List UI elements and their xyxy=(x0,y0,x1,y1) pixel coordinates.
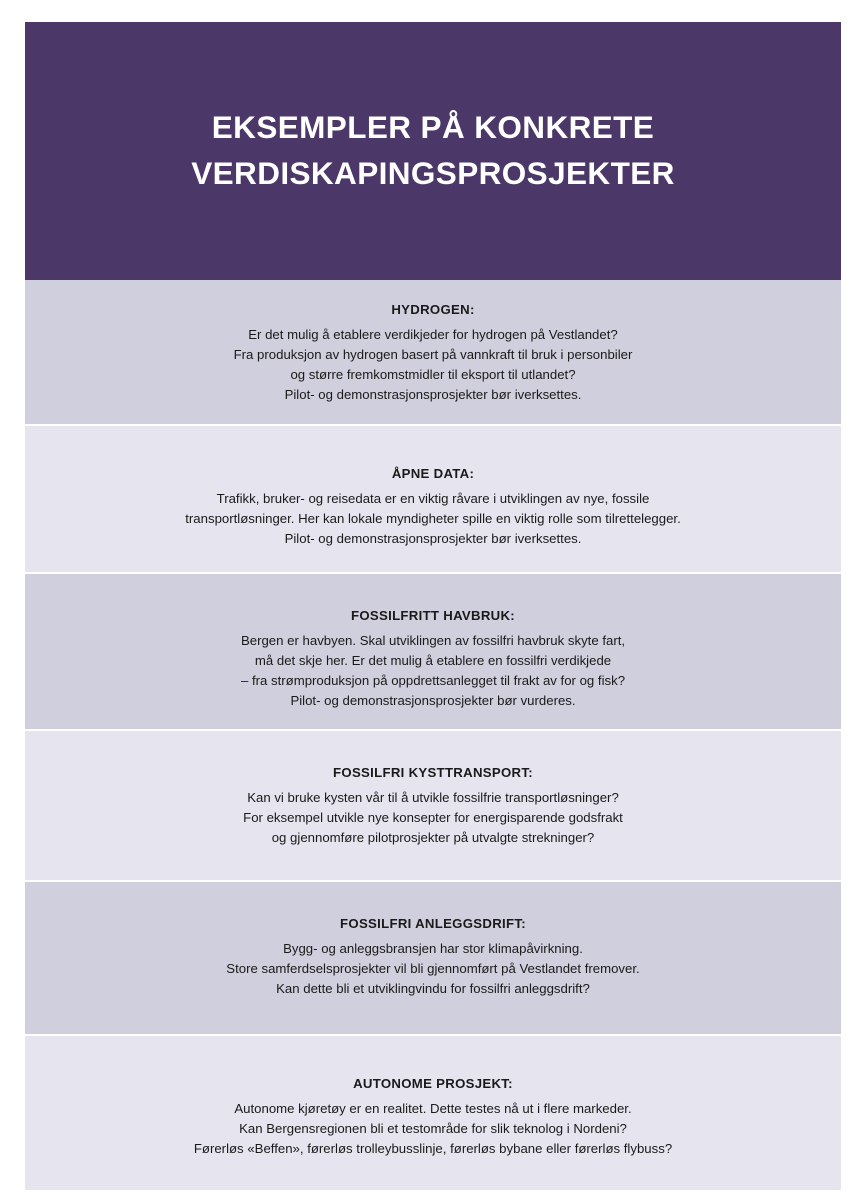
body-line: Pilot- og demonstrasjonsprosjekter bør iverksettes. xyxy=(284,386,582,402)
section-fossilfri-kysttransport xyxy=(25,731,841,882)
page-title-line-2: VERDISKAPINGSPROSJEKTER xyxy=(191,155,675,191)
section-body xyxy=(226,939,639,999)
body-line: Førerløs «Beffen», førerløs trolleybusslinje, førerløs bybane eller førerløs flybuss? xyxy=(193,1140,673,1156)
page-title-line-1: EKSEMPLER PÅ KONKRETE xyxy=(211,109,655,146)
body-line: Trafikk, bruker- og reisedata er en viktig råvare i utviklingen av nye, fossile xyxy=(216,490,650,506)
body-line: og gjennomføre pilotprosjekter på utvalgte strekninger? xyxy=(271,829,595,845)
section-body xyxy=(194,1099,672,1159)
section-heading: HYDROGEN: xyxy=(391,302,475,317)
section-heading: ÅPNE DATA: xyxy=(391,466,475,481)
body-line: Fra produksjon av hydrogen basert på vannkraft til bruk i personbiler xyxy=(233,346,633,362)
section-body xyxy=(241,631,625,711)
section-heading: FOSSILFRI KYSTTRANSPORT: xyxy=(333,765,533,780)
section-heading: FOSSILFRITT HAVBRUK: xyxy=(351,608,515,623)
section-body xyxy=(185,489,681,549)
body-line: transportløsninger. Her kan lokale myndigheter spille en viktig rolle som tilrettelegger. xyxy=(185,510,681,526)
body-line: må det skje her. Er det mulig å etablere en fossilfri verdikjede xyxy=(254,652,612,668)
content-sheet xyxy=(25,22,841,1190)
section-apne-data xyxy=(25,426,841,574)
body-line: Kan dette bli et utviklingvindu for fossilfri anleggsdrift? xyxy=(276,980,590,996)
body-line: Kan vi bruke kysten vår til å utvikle fossilfrie transportløsninger? xyxy=(247,789,619,805)
body-line: Pilot- og demonstrasjonsprosjekter bør vurderes. xyxy=(290,692,576,708)
section-autonome-prosjekt xyxy=(25,1036,841,1190)
sections-list xyxy=(25,280,841,1190)
section-body xyxy=(243,788,623,848)
body-line: og større fremkomstmidler til eksport til utlandet? xyxy=(290,366,576,382)
section-heading: FOSSILFRI ANLEGGSDRIFT: xyxy=(340,916,526,931)
body-line: Bygg- og anleggsbransjen har stor klimapåvirkning. xyxy=(283,940,583,956)
body-line: – fra strømproduksjon på oppdrettsanlegget til frakt av for og fisk? xyxy=(240,672,626,688)
section-body xyxy=(234,325,633,405)
body-line: Er det mulig å etablere verdikjeder for hydrogen på Vestlandet? xyxy=(248,326,618,342)
section-hydrogen xyxy=(25,280,841,426)
body-line: Bergen er havbyen. Skal utviklingen av fossilfri havbruk skyte fart, xyxy=(240,632,626,648)
body-line: For eksempel utvikle nye konsepter for energisparende godsfrakt xyxy=(243,809,623,825)
body-line: Store samferdselsprosjekter vil bli gjennomført på Vestlandet fremover. xyxy=(226,960,640,976)
title-banner xyxy=(25,22,841,280)
section-fossilfritt-havbruk xyxy=(25,574,841,731)
body-line: Kan Bergensregionen bli et testområde for slik teknolog i Nordeni? xyxy=(239,1120,627,1136)
body-line: Pilot- og demonstrasjonsprosjekter bør iverksettes. xyxy=(284,530,582,546)
section-heading: AUTONOME PROSJEKT: xyxy=(353,1076,513,1091)
body-line: Autonome kjøretøy er en realitet. Dette testes nå ut i flere markeder. xyxy=(234,1100,632,1116)
section-fossilfri-anleggsdrift xyxy=(25,882,841,1036)
